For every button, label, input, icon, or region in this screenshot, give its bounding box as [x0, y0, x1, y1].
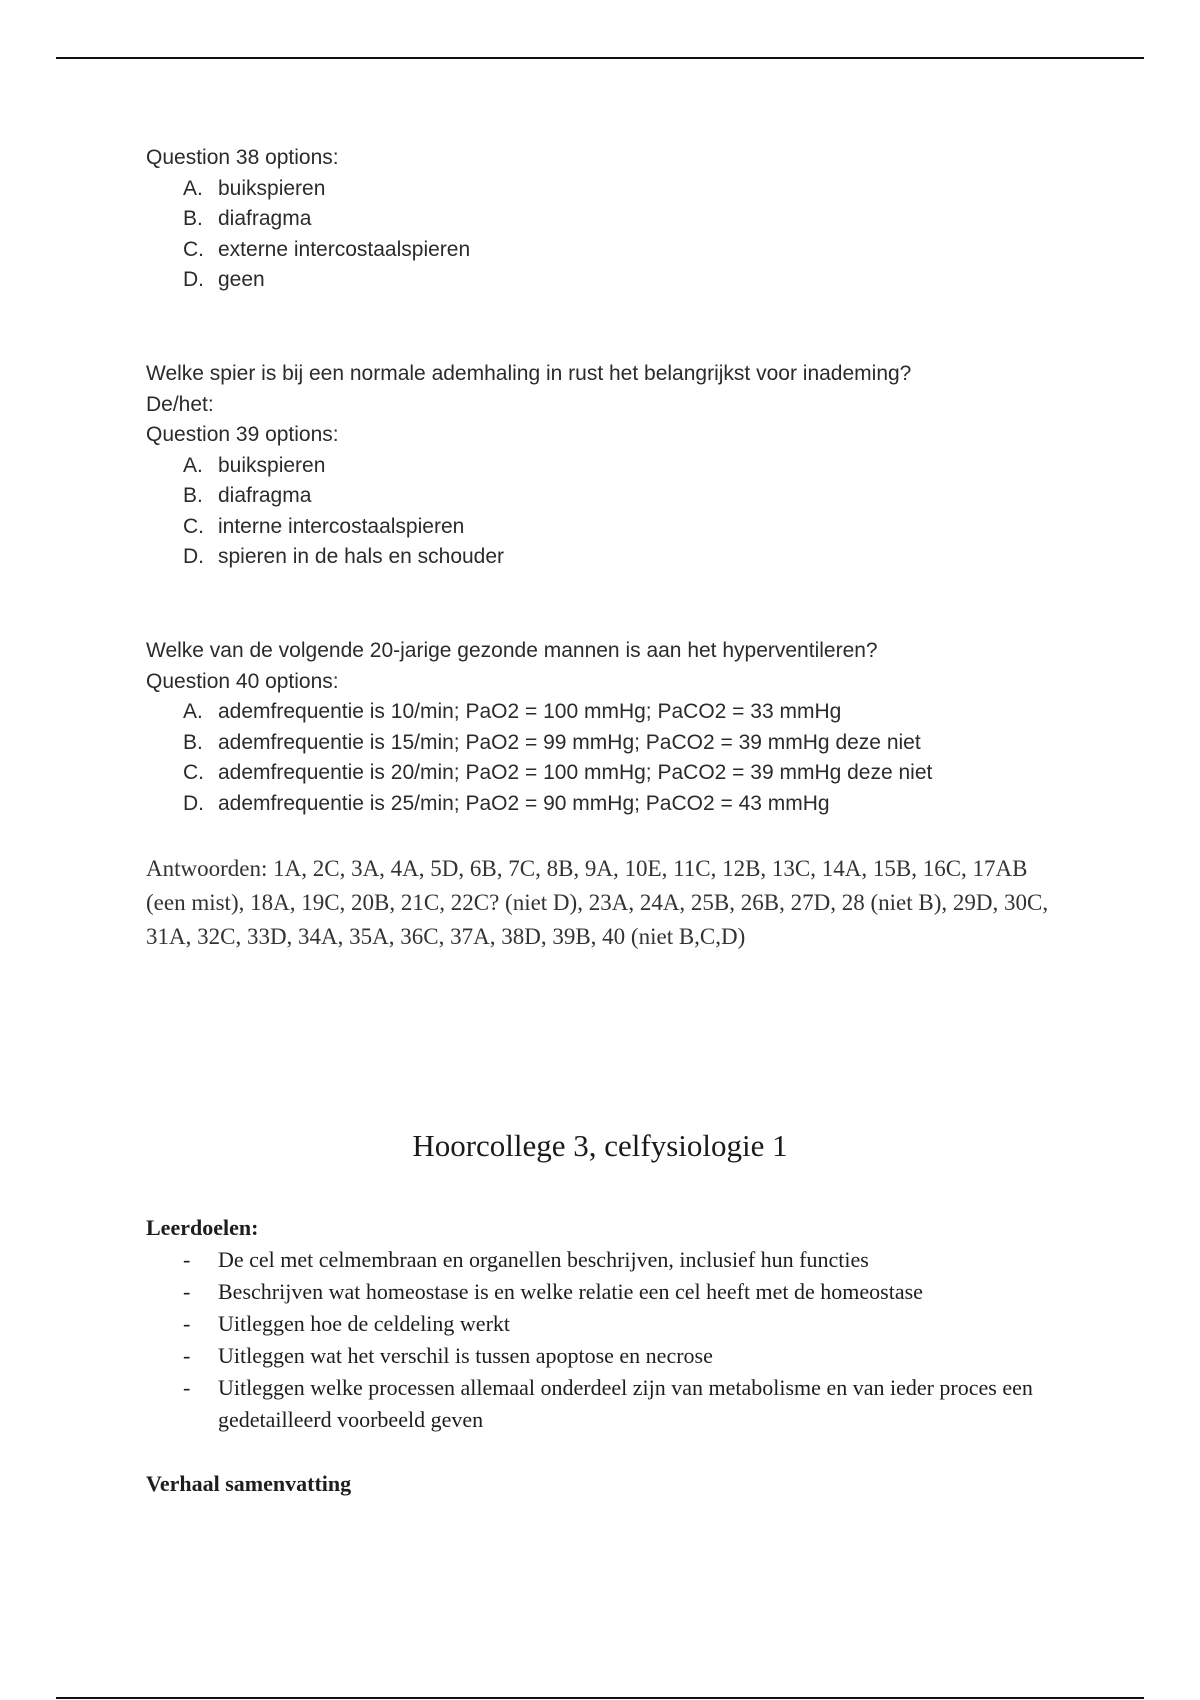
question-39-block — [146, 359, 1066, 573]
goals-list — [146, 1244, 1046, 1436]
question-40-option-c — [146, 758, 1066, 789]
lecture-title: Hoorcollege 3, celfysiologie 1 — [412, 1128, 788, 1163]
question-38-options-label: Question 38 options: — [146, 146, 339, 169]
option-text: geen — [218, 268, 265, 291]
top-rule — [56, 57, 1144, 59]
goal-item — [146, 1372, 1046, 1436]
dash-bullet: - — [183, 1375, 191, 1400]
option-text: ademfrequentie is 25/min; PaO2 = 90 mmHg; PaCO2 = 43 mmHg — [218, 791, 830, 815]
option-text: buikspieren — [218, 176, 326, 200]
goals-heading: Leerdoelen: — [146, 1215, 259, 1240]
question-39-option-b — [146, 481, 1066, 512]
dash-bullet: - — [183, 1343, 191, 1368]
option-text: diafragma — [218, 207, 312, 230]
question-39-text-continued: De/het: — [146, 392, 214, 416]
option-text: ademfrequentie is 10/min; PaO2 = 100 mmHg; PaCO2 = 33 mmHg — [218, 700, 842, 723]
dash-bullet: - — [183, 1279, 191, 1304]
option-letter: B. — [183, 207, 203, 230]
answers-paragraph: Antwoorden: 1A, 2C, 3A, 4A, 5D, 6B, 7C, 8B, 9A, 10E, 11C, 12B, 13C, 14A, 15B, 16C, 17AB (een mist), 18A, 19C, 20B, 21C, 22C? (niet D), 23A, 24A, 25B, 26B, 27D, 28 (niet B), 29D, 30C, 31A, 32C, 33D, 34A, 35A, 36C, 37A, 38D, 39B, 40 (niet B,C,D) — [146, 856, 1049, 949]
question-39-option-a — [146, 451, 1066, 482]
option-text: ademfrequentie is 20/min; PaO2 = 100 mmHg; PaCO2 = 39 mmHg deze niet — [218, 761, 933, 784]
goal-text: Uitleggen welke processen allemaal onderdeel zijn van metabolisme en van ieder proces een gedetailleerd voorbeeld geven — [218, 1375, 1033, 1432]
option-letter: D. — [183, 791, 204, 815]
goal-item — [146, 1276, 1046, 1308]
question-40-block — [146, 636, 1066, 819]
goal-text: Uitleggen hoe de celdeling werkt — [218, 1311, 511, 1336]
goal-text: Beschrijven wat homeostase is en welke relatie een cel heeft met de homeostase — [218, 1279, 923, 1304]
option-letter: B. — [183, 730, 203, 754]
option-text: spieren in de hals en schouder — [218, 545, 505, 568]
option-text: ademfrequentie is 15/min; PaO2 = 99 mmHg; PaCO2 = 39 mmHg deze niet — [218, 730, 921, 754]
question-38-options — [146, 174, 1066, 296]
option-letter: A. — [183, 176, 203, 200]
question-38-option-c — [146, 235, 1066, 266]
question-39-options — [146, 451, 1066, 573]
question-40-option-b — [146, 728, 1066, 759]
bottom-rule — [56, 1697, 1144, 1699]
goal-text: Uitleggen wat het verschil is tussen apoptose en necrose — [218, 1343, 713, 1368]
option-text: externe intercostaalspieren — [218, 237, 471, 261]
dash-bullet: - — [183, 1311, 191, 1336]
question-38-option-b — [146, 204, 1066, 235]
option-letter: C. — [183, 514, 204, 538]
question-40-text: Welke van de volgende 20-jarige gezonde mannen is aan het hyperventileren? — [146, 639, 878, 662]
option-letter: C. — [183, 761, 204, 784]
option-letter: D. — [183, 545, 204, 568]
question-39-option-c — [146, 512, 1066, 543]
question-38-block — [146, 143, 1066, 296]
summary-heading: Verhaal samenvatting — [146, 1471, 352, 1496]
dash-bullet: - — [183, 1247, 191, 1272]
option-text: buikspieren — [218, 453, 326, 477]
goal-item — [146, 1340, 1046, 1372]
question-39-option-d — [146, 542, 1066, 573]
option-text: interne intercostaalspieren — [218, 514, 465, 538]
option-text: diafragma — [218, 484, 312, 507]
question-40-option-d — [146, 789, 1066, 820]
option-letter: D. — [183, 268, 204, 291]
option-letter: A. — [183, 453, 203, 477]
option-letter: B. — [183, 484, 203, 507]
question-39-text: Welke spier is bij een normale ademhaling in rust het belangrijkst voor inademing? — [146, 362, 912, 385]
question-39-options-label: Question 39 options: — [146, 423, 339, 446]
goal-text: De cel met celmembraan en organellen beschrijven, inclusief hun functies — [218, 1247, 869, 1272]
question-40-options-label: Question 40 options: — [146, 669, 339, 693]
question-38-option-d — [146, 265, 1066, 296]
question-40-option-a — [146, 697, 1066, 728]
goal-item — [146, 1244, 1046, 1276]
question-38-option-a — [146, 174, 1066, 205]
option-letter: C. — [183, 237, 204, 261]
question-40-options — [146, 697, 1066, 819]
option-letter: A. — [183, 700, 203, 723]
goal-item — [146, 1308, 1046, 1340]
